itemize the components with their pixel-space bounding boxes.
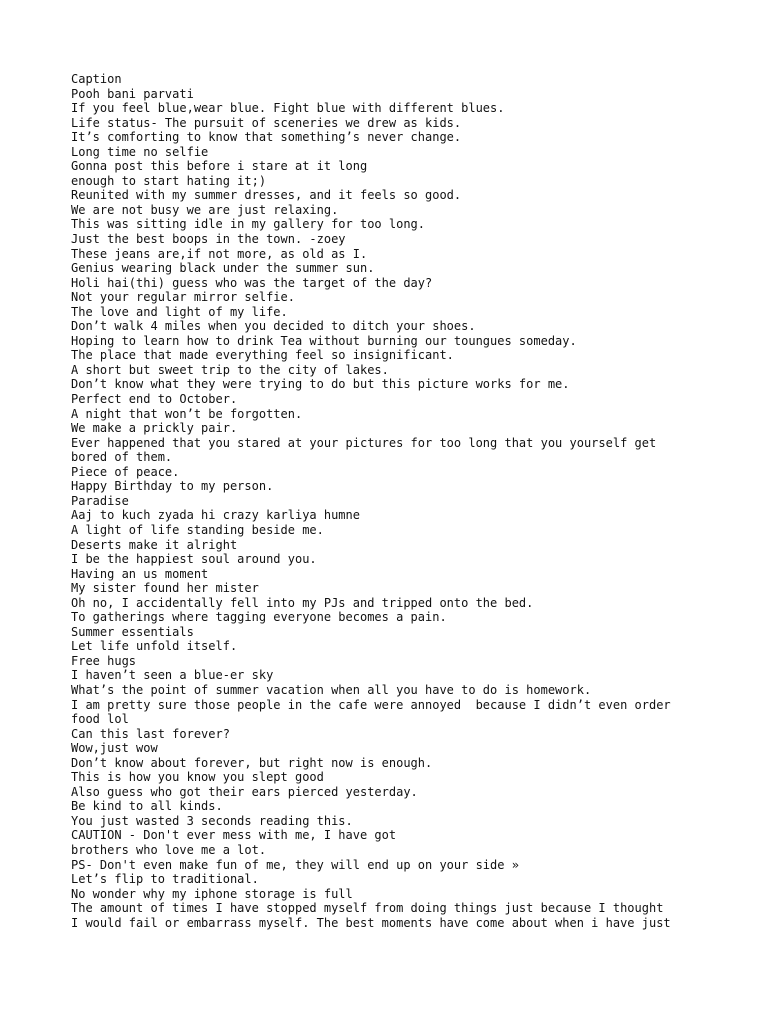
text-line: A night that won’t be forgotten. [71, 406, 303, 421]
text-line: No wonder why my iphone storage is full [71, 886, 353, 901]
text-line: The love and light of my life. [71, 304, 288, 319]
text-line: Deserts make it alright [71, 537, 238, 552]
text-line: Let life unfold itself. [71, 639, 238, 654]
text-line: Paradise [71, 493, 129, 508]
text-line: It’s comforting to know that something’s never change. [71, 130, 462, 145]
text-line: What’s the point of summer vacation when all you have to do is homework. [71, 682, 592, 697]
text-line: The place that made everything feel so insignificant. [71, 348, 454, 363]
text-line: Hoping to learn how to drink Tea without burning our toungues someday. [71, 333, 577, 348]
text-line: Just the best boops in the town. -zoey [71, 232, 346, 247]
text-line: Aaj to kuch zyada hi crazy karliya humne [71, 508, 360, 523]
text-line: bored of them. [71, 450, 173, 465]
text-line: The amount of times I have stopped myself from doing things just because I thought [71, 901, 664, 916]
text-line: Perfect end to October. [71, 392, 238, 407]
text-line: Also guess who got their ears pierced yesterday. [71, 784, 418, 799]
text-line: Piece of peace. [71, 464, 180, 479]
text-line: Long time no selfie [71, 144, 209, 159]
text-line: Be kind to all kinds. [71, 799, 223, 814]
text-line: PS- Don't even make fun of me, they will end up on your side » [71, 857, 519, 872]
text-line: Don’t know about forever, but right now is enough. [71, 755, 433, 770]
text-line: Can this last forever? [71, 726, 230, 741]
text-line: Caption [71, 72, 122, 86]
text-line: I am pretty sure those people in the cafe were annoyed because I didn’t even order [71, 697, 671, 712]
text-line: These jeans are,if not more, as old as I. [71, 246, 368, 261]
text-line: My sister found her mister [71, 581, 259, 596]
text-line: Don’t know what they were trying to do but this picture works for me. [71, 377, 570, 392]
text-line: To gatherings where tagging everyone becomes a pain. [71, 610, 447, 625]
text-line: We are not busy we are just relaxing. [71, 202, 339, 217]
text-line: Happy Birthday to my person. [71, 479, 274, 494]
text-line: A light of life standing beside me. [71, 522, 324, 537]
text-line: You just wasted 3 seconds reading this. [71, 813, 353, 828]
text-line: Let’s flip to traditional. [71, 872, 259, 887]
text-line: Pooh bani parvati [71, 86, 194, 101]
text-line: enough to start hating it;) [71, 173, 267, 188]
text-line: If you feel blue,wear blue. Fight blue with different blues. [71, 101, 505, 116]
text-line: Not your regular mirror selfie. [71, 290, 295, 305]
text-line: A short but sweet trip to the city of lakes. [71, 362, 389, 377]
text-line: I haven’t seen a blue-er sky [71, 668, 274, 683]
text-line: brothers who love me a lot. [71, 842, 267, 857]
text-line: CAUTION - Don't ever mess with me, I have got [71, 828, 397, 843]
text-line: I would fail or embarrass myself. The best moments have come about when i have just [71, 915, 671, 930]
text-line: Wow,just wow [71, 741, 158, 756]
text-line: I be the happiest soul around you. [71, 552, 317, 567]
caption-list [71, 72, 711, 930]
text-line: Gonna post this before i stare at it long [71, 159, 368, 174]
text-line: food lol [71, 712, 129, 727]
text-line: Having an us moment [71, 566, 209, 581]
text-line: This is how you know you slept good [71, 770, 324, 785]
text-line: Life status- The pursuit of sceneries we drew as kids. [71, 115, 462, 130]
text-line: This was sitting idle in my gallery for too long. [71, 217, 426, 232]
text-line: Summer essentials [71, 624, 194, 639]
text-line: Free hugs [71, 653, 137, 668]
text-line: Ever happened that you stared at your pictures for too long that you yourself get [71, 435, 657, 450]
text-line: Reunited with my summer dresses, and it feels so good. [71, 188, 462, 203]
text-line: Genius wearing black under the summer sun. [71, 261, 375, 276]
text-line: We make a prickly pair. [71, 421, 238, 436]
text-line: Oh no, I accidentally fell into my PJs and tripped onto the bed. [71, 595, 534, 610]
text-line: Don’t walk 4 miles when you decided to ditch your shoes. [71, 319, 476, 334]
text-line: Holi hai(thi) guess who was the target of the day? [71, 275, 433, 290]
